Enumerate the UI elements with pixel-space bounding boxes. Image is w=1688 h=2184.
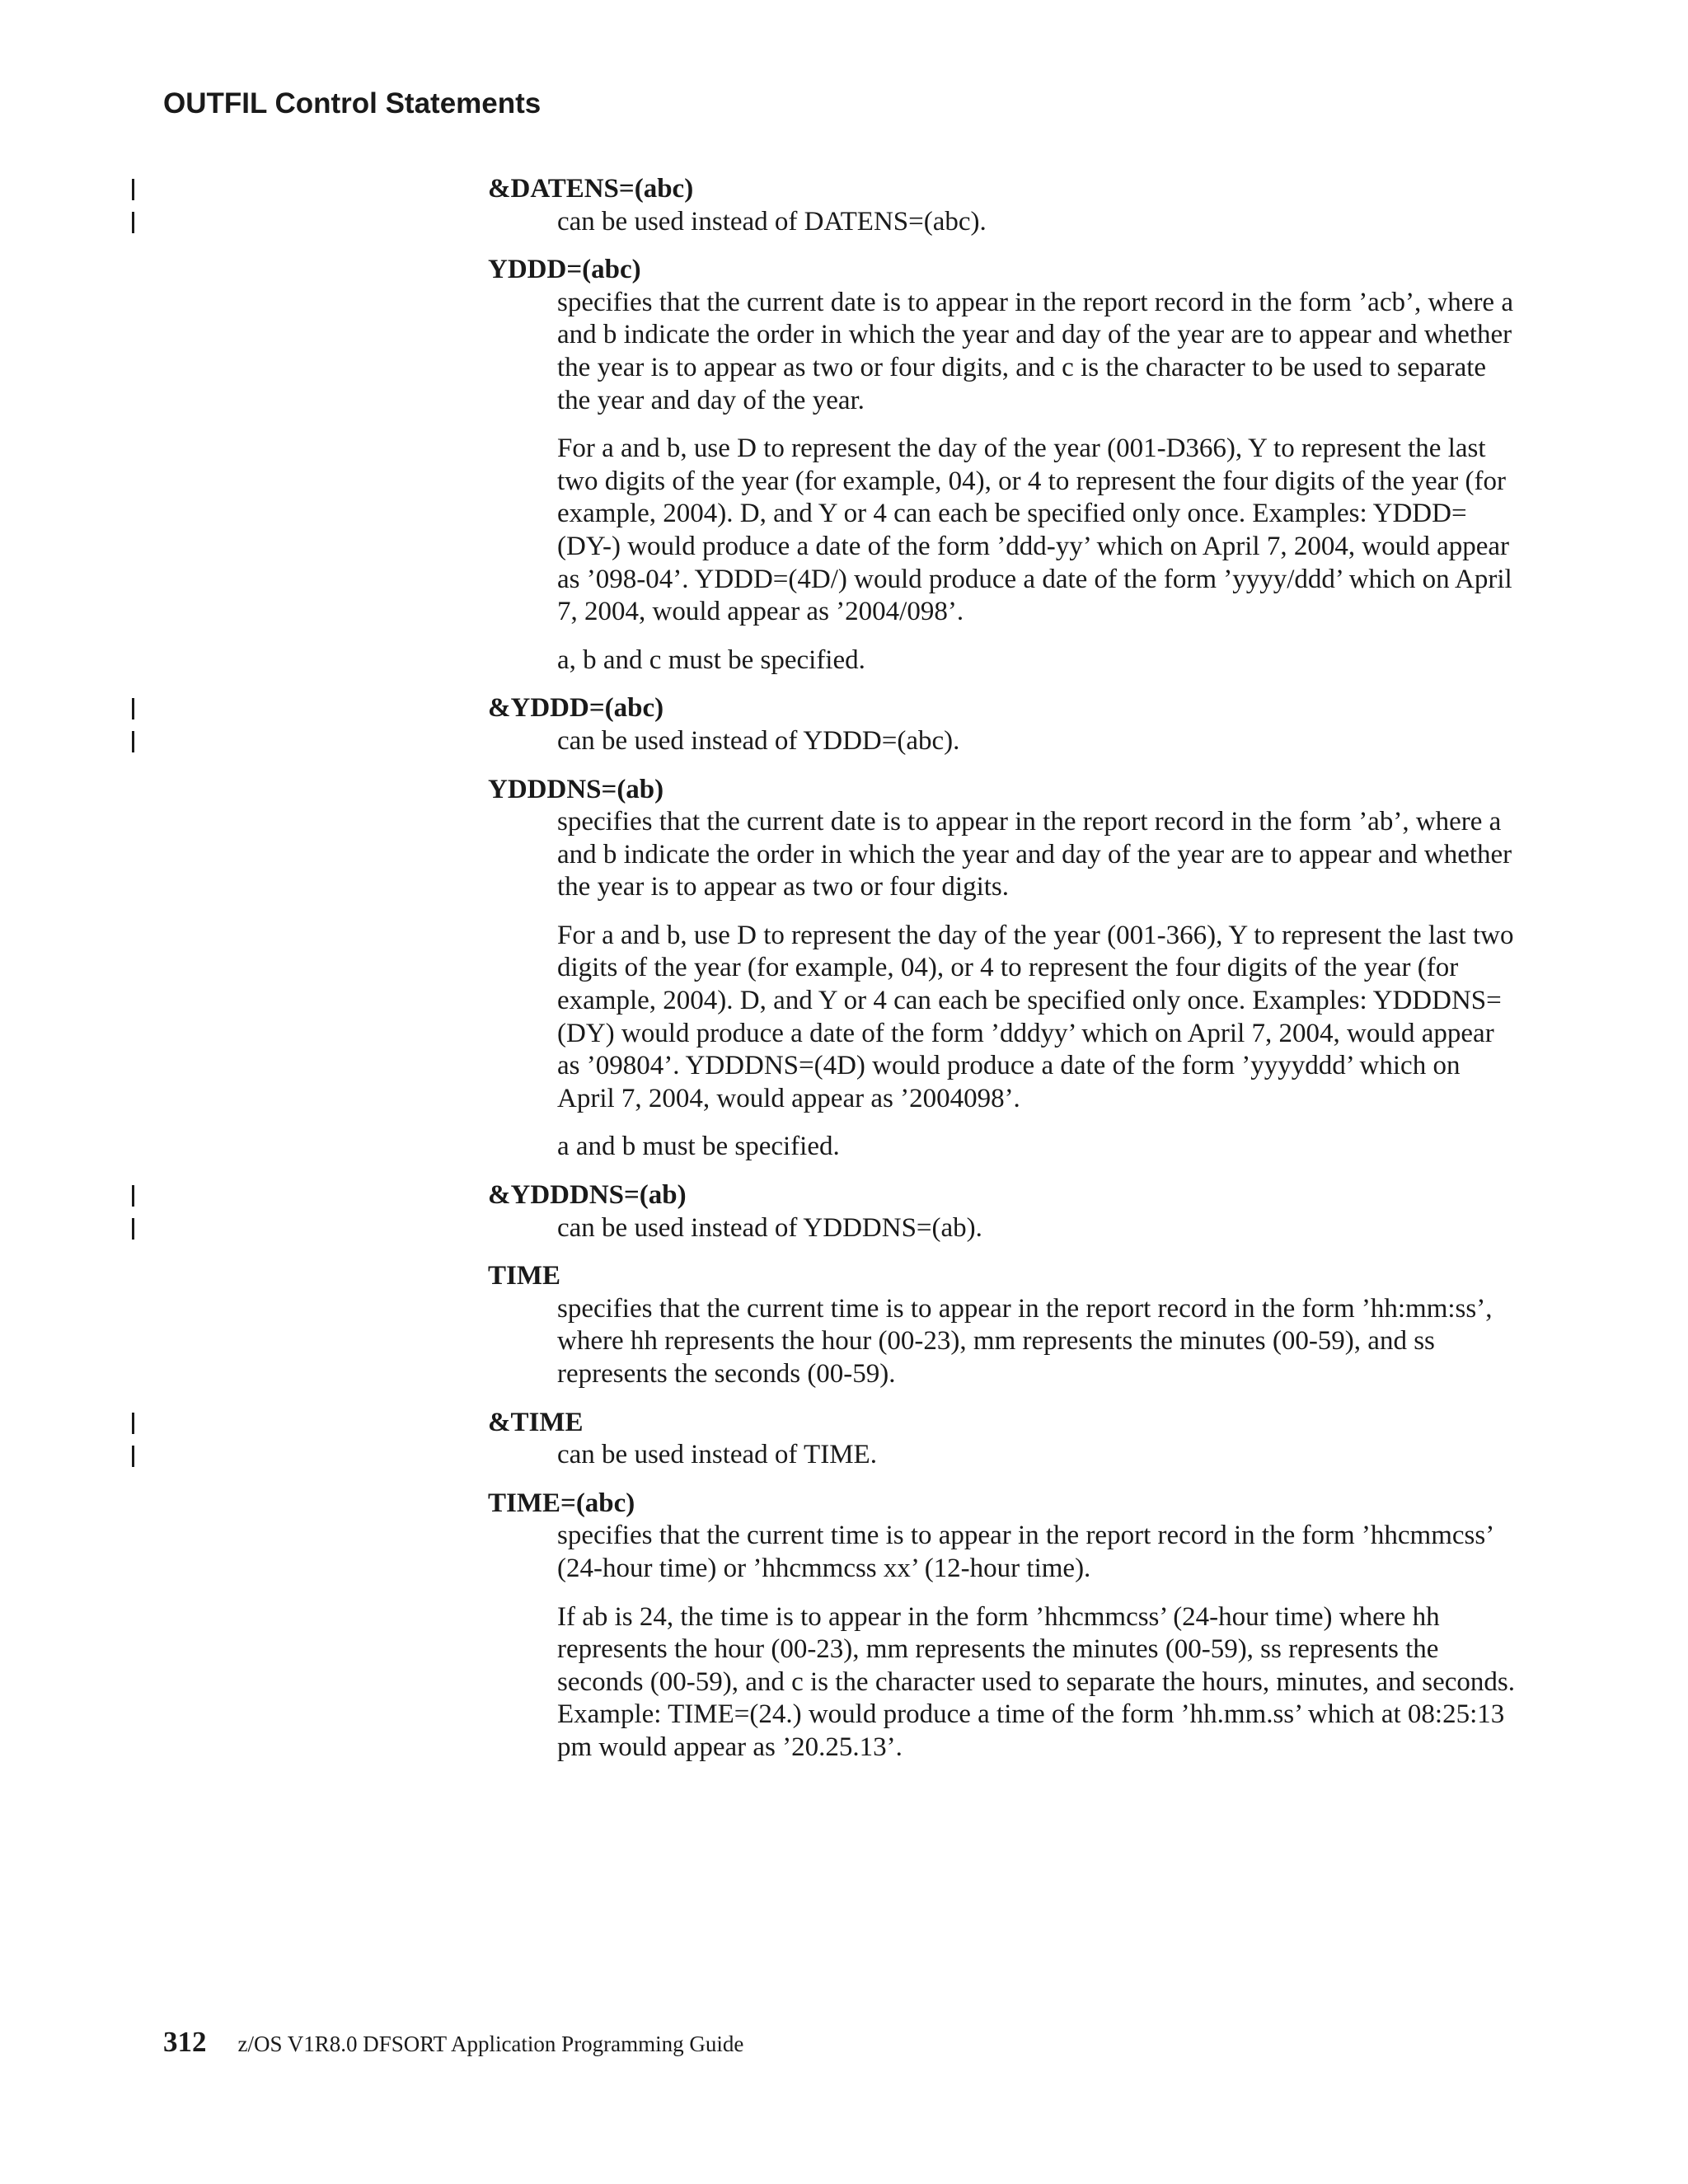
- description: [557, 1293, 1518, 1391]
- description: [557, 725, 1518, 758]
- term: &DATENS=(abc): [488, 174, 694, 204]
- paragraph: specifies that the current date is to appear in the report record in the form ’ab’, where a and b indicate the order in which the year and day of the year are to appear and whether the year is to appear as two or four digits.: [557, 807, 1512, 902]
- entry-amp-ydddns: [488, 1179, 1518, 1244]
- entry-time: [488, 1260, 1518, 1390]
- description: [557, 1212, 1518, 1245]
- description: [557, 1520, 1518, 1764]
- definition-list: [488, 173, 1518, 1780]
- term: YDDD=(abc): [488, 255, 641, 285]
- paragraph: can be used instead of DATENS=(abc).: [557, 206, 987, 237]
- change-bar: [132, 1185, 134, 1207]
- description: [557, 287, 1518, 677]
- term: YDDDNS=(ab): [488, 774, 664, 804]
- page-footer: [163, 2026, 743, 2059]
- entry-yddd: [488, 254, 1518, 677]
- term: TIME: [488, 1261, 561, 1291]
- paragraph: specifies that the current time is to appear in the report record in the form ’hh:mm:ss’, where hh represents the hour (00-23), mm represents the minutes (00-59), and ss represents the seconds (00-59).: [557, 1293, 1493, 1389]
- description: [557, 1439, 1518, 1472]
- change-bar: [132, 179, 134, 200]
- paragraph: specifies that the current time is to appear in the report record in the form ’hhcmmcss’ (24-hour time) or ’hhcmmcss xx’ (12-hour time).: [557, 1521, 1493, 1583]
- entry-ydddns: [488, 774, 1518, 1165]
- page-number: 312: [163, 2026, 207, 2058]
- running-head: OUTFIL Control Statements: [163, 87, 542, 120]
- paragraph: can be used instead of TIME.: [557, 1440, 877, 1470]
- book-title: z/OS V1R8.0 DFSORT Application Programming Guide: [237, 2032, 744, 2056]
- change-bar: [132, 212, 134, 233]
- term: &YDDDNS=(ab): [488, 1180, 687, 1211]
- entry-amp-yddd: [488, 692, 1518, 757]
- paragraph: can be used instead of YDDDNS=(ab).: [557, 1212, 982, 1243]
- change-bar: [132, 1218, 134, 1240]
- change-bar: [132, 698, 134, 719]
- paragraph: a, b and c must be specified.: [557, 644, 865, 675]
- entry-amp-time: [488, 1407, 1518, 1472]
- paragraph: specifies that the current date is to appear in the report record in the form ’acb’, where a and b indicate the order in which the year and day of the year are to appear and whether the year is to appear as two or four digits, and c is the character to be used to separate the year and day of the year.: [557, 287, 1513, 415]
- description: [557, 206, 1518, 239]
- change-bar: [132, 1446, 134, 1467]
- entry-amp-datens: [488, 173, 1518, 238]
- term: &TIME: [488, 1407, 584, 1437]
- change-bar: [132, 731, 134, 752]
- paragraph: a and b must be specified.: [557, 1132, 840, 1162]
- change-bar: [132, 1413, 134, 1434]
- paragraph: For a and b, use D to represent the day of the year (001-D366), Y to represent the last two digits of the year (for example, 04), or 4 to represent the four digits of the year (for example, 2004). D, and Y or 4 can each be specified only once. Examples: YDDD=(DY-) would produce a date of the form ’ddd-yy’ which on April 7, 2004, would appear as ’098-04’. YDDD=(4D/) would produce a date of the form ’yyyy/ddd’ which on April 7, 2004, would appear as ’2004/098’.: [557, 434, 1512, 627]
- term: &YDDD=(abc): [488, 693, 664, 724]
- entry-time-abc: [488, 1488, 1518, 1765]
- paragraph: can be used instead of YDDD=(abc).: [557, 725, 960, 756]
- paragraph: If ab is 24, the time is to appear in the form ’hhcmmcss’ (24-hour time) where hh represents the hour (00-23), mm represents the minutes (00-59), ss represents the seconds (00-59), and c is the character used to separate the hours, minutes, and seconds. Example: TIME=(24.) would produce a time of the form ’hh.mm.ss’ which at 08:25:13 pm would appear as ’20.25.13’.: [557, 1601, 1515, 1762]
- term: TIME=(abc): [488, 1488, 635, 1518]
- description: [557, 806, 1518, 1164]
- paragraph: For a and b, use D to represent the day of the year (001-366), Y to represent the last two digits of the year (for example, 04), or 4 to represent the four digits of the year (for example, 2004). D, and Y or 4 can each be specified only once. Examples: YDDDNS=(DY) would produce a date of the form ’dddyy’ which on April 7, 2004, would appear as ’09804’. YDDDNS=(4D) would produce a date of the form ’yyyyddd’ which on April 7, 2004, would appear as ’2004098’.: [557, 920, 1514, 1113]
